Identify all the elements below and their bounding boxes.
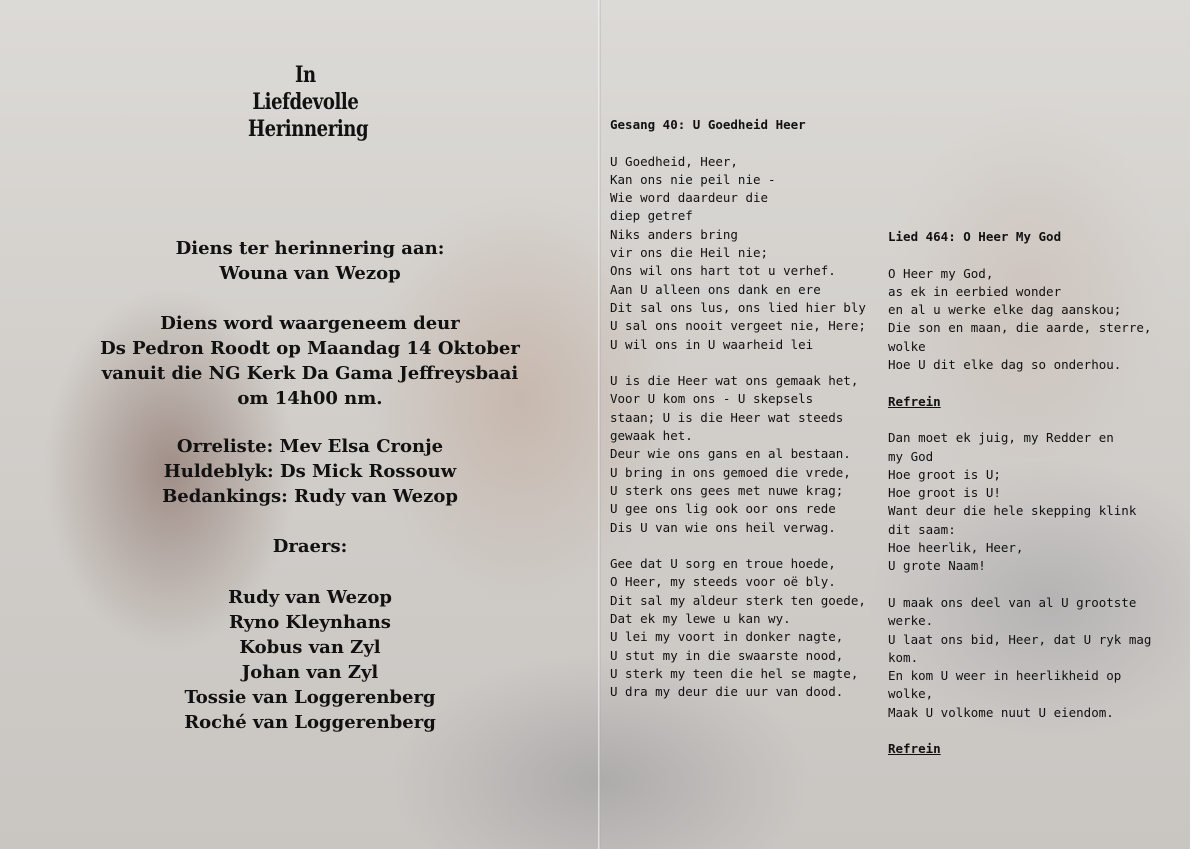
- lyric-line: Voor U kom ons - U skepsels: [610, 391, 814, 407]
- bearer-name: Ryno Kleynhans: [229, 612, 391, 633]
- bearer-name: Tossie van Loggerenberg: [184, 687, 436, 708]
- deceased-name: Wouna van Wezop: [219, 263, 401, 284]
- hymn-title: Lied 464: O Heer My God: [888, 229, 1062, 244]
- lyric-line: kom.: [888, 649, 919, 665]
- lyric-line: Dan moet ek juig, my Redder en: [888, 430, 1114, 446]
- bearers-list: [100, 585, 520, 735]
- role-line: Huldeblyk: Ds Mick Rossouw: [163, 461, 457, 482]
- lyric-line: Deur wie ons gans en al bestaan.: [610, 446, 851, 462]
- lyric-line: U is die Heer wat ons gemaak het,: [610, 373, 859, 389]
- hymn-title: Gesang 40: U Goedheid Heer: [610, 117, 806, 132]
- bearer-name: Rudy van Wezop: [228, 587, 392, 608]
- lyric-line: Hoe heerlik, Heer,: [888, 540, 1024, 556]
- lyric-line: werke.: [888, 613, 934, 629]
- lyric-line: dit saam:: [888, 521, 956, 537]
- lyric-line: Dis U van wie ons heil verwag.: [610, 519, 836, 535]
- lyric-line: U Goedheid, Heer,: [610, 153, 738, 169]
- lyric-line: U maak ons deel van al U grootste: [888, 594, 1137, 610]
- lyric-line: U wil ons in U waarheid lei: [610, 336, 814, 352]
- bearer-name: Kobus van Zyl: [239, 637, 381, 658]
- refrain-label: Refrein: [888, 393, 941, 409]
- lyric-line: Dit sal ons lus, ons lied hier bly: [610, 299, 866, 315]
- lyric-line: U bring in ons gemoed die vrede,: [610, 464, 851, 480]
- lyric-line: Dit sal my aldeur sterk ten goede,: [610, 592, 866, 608]
- lyric-line: U laat ons bid, Heer, dat U ryk mag: [888, 631, 1152, 647]
- lyric-line: U dra my deur die uur van dood.: [610, 684, 844, 700]
- lyric-line: Niks anders bring: [610, 226, 738, 242]
- lyric-line: U stut my in die swaarste nood,: [610, 647, 844, 663]
- lyric-line: Kan ons nie peil nie -: [610, 171, 776, 187]
- stanza: [610, 372, 866, 537]
- heading-line-2: Herinnering: [248, 116, 369, 142]
- lyric-line: Hoe groot is U;: [888, 466, 1001, 482]
- lyric-line: my God: [888, 448, 934, 464]
- lyric-line: O Heer my God,: [888, 265, 994, 281]
- lyric-line: en al u werke elke dag aanskou;: [888, 302, 1122, 318]
- role-line: Orreliste: Mev Elsa Cronje: [176, 436, 444, 457]
- lyric-line: staan; U is die Heer wat steeds: [610, 409, 844, 425]
- lyric-line: Maak U volkome nuut U eiendom.: [888, 704, 1114, 720]
- lyric-line: Want deur die hele skepping klink: [888, 503, 1137, 519]
- bearer-name: Roché van Loggerenberg: [184, 712, 436, 733]
- lyric-line: Aan U alleen ons dank en ere: [610, 281, 821, 297]
- lyric-line: U grote Naam!: [888, 558, 986, 574]
- hymn-gesang-40: [610, 116, 866, 702]
- lyric-line: wolke,: [888, 686, 934, 702]
- role-line: Bedankings: Rudy van Wezop: [162, 486, 458, 507]
- stanza: [610, 153, 866, 354]
- lyric-line: U sterk my teen die hel se magte,: [610, 665, 859, 681]
- memorial-heading: [248, 62, 369, 143]
- service-details: [100, 311, 520, 411]
- detail-line: Ds Pedron Roodt op Maandag 14 Oktober: [100, 338, 520, 359]
- detail-line: om 14h00 nm.: [237, 388, 383, 409]
- lyric-line: U lei my voort in donker nagte,: [610, 629, 844, 645]
- detail-line: Diens word waargeneem deur: [160, 313, 460, 334]
- lyric-line: Hoe U dit elke dag so onderhou.: [888, 357, 1122, 373]
- lyric-line: O Heer, my steeds voor oë bly.: [610, 574, 836, 590]
- lyric-line: Dat ek my lewe u kan wy.: [610, 611, 791, 627]
- lyric-line: U sterk ons gees met nuwe krag;: [610, 482, 844, 498]
- lyric-line: En kom U weer in heerlikheid op: [888, 668, 1122, 684]
- bearer-name: Johan van Zyl: [241, 662, 379, 683]
- service-intro: [100, 236, 520, 286]
- detail-line: vanuit die NG Kerk Da Gama Jeffreysbaai: [101, 363, 519, 384]
- lyric-line: as ek in eerbied wonder: [888, 283, 1062, 299]
- lyric-line: vir ons die Heil nie;: [610, 245, 769, 261]
- hymn-lied-464: [888, 228, 1151, 759]
- stanza: [610, 555, 866, 701]
- lyric-line: U sal ons nooit vergeet nie, Here;: [610, 318, 866, 334]
- lyric-line: U gee ons lig ook oor ons rede: [610, 501, 836, 517]
- page-edge: [1190, 0, 1200, 849]
- service-heading: Diens ter herinnering aan:: [175, 238, 445, 259]
- lyric-line: diep getref: [610, 208, 693, 224]
- heading-line-1: In Liefdevolle: [252, 62, 359, 115]
- lyric-line: gewaak het.: [610, 428, 693, 444]
- lyric-line: Ons wil ons hart tot u verhef.: [610, 263, 836, 279]
- lyric-line: wolke: [888, 338, 926, 354]
- lyric-line: Die son en maan, die aarde, sterre,: [888, 320, 1152, 336]
- lyric-line: Wie word daardeur die: [610, 190, 769, 206]
- page-fold: [598, 0, 601, 849]
- bearers-heading: Draers:: [272, 536, 348, 557]
- refrain-label: Refrein: [888, 741, 941, 757]
- lyric-line: Gee dat U sorg en troue hoede,: [610, 556, 836, 572]
- service-roles: [100, 434, 520, 509]
- lyric-line: Hoe groot is U!: [888, 485, 1001, 501]
